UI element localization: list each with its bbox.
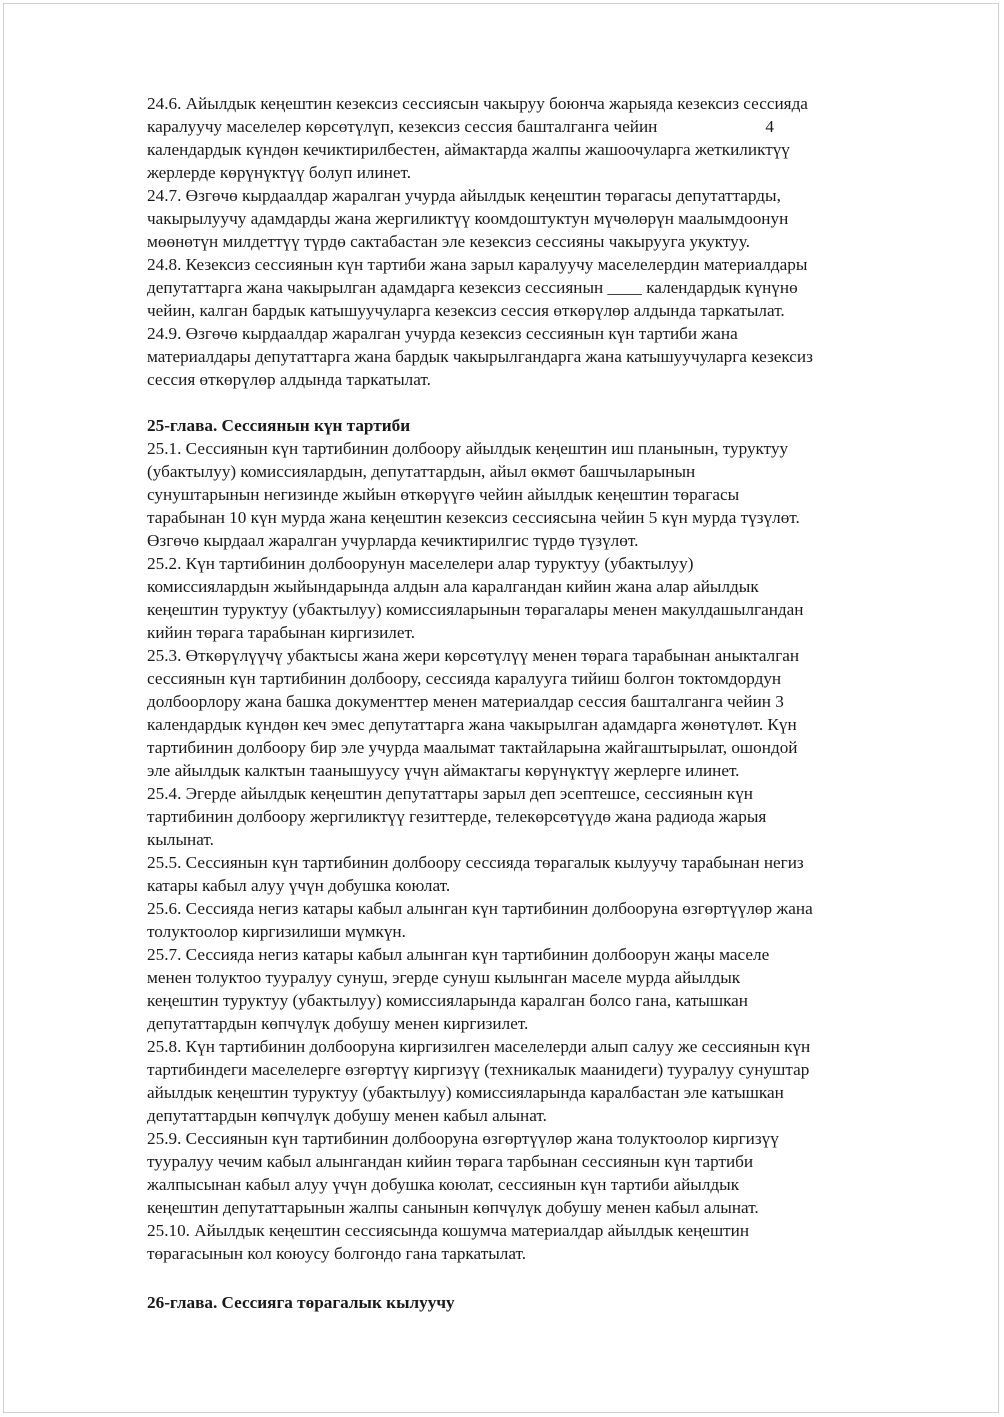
- text-line: кылынат.: [147, 830, 214, 849]
- text-line: 25.9. Сессиянын күн тартибинин долбооруна өзгөртүүлөр жана толуктоолор киргизүү: [147, 1129, 779, 1148]
- text-line: 25.3. Өткөрүлүүчү убактысы жана жери көрсөтүлүү менен төрага тарабынан аныкталган: [147, 646, 800, 665]
- document-body: [147, 92, 947, 1314]
- text-line: 25.8. Күн тартибинин долбооруна киргизилген маселелерди алып салуу же сессиянын күн: [147, 1037, 811, 1056]
- paragraph-24-9: [147, 322, 947, 391]
- text-line: 25.4. Эгерде айылдык кеңештин депутаттары зарыл деп эсептешсе, сессиянын күн: [147, 784, 754, 803]
- text-line: төрагасынын кол коюусу болгондо гана таркатылат.: [147, 1244, 527, 1263]
- text-line: мөөнөтүн милдеттүү түрдө сактабастан эле кезексиз сессияны чакырууга укуктуу.: [147, 232, 750, 251]
- text-line: жалпысынан кабыл алуу үчүн добушка коюлат, сессиянын күн тартиби айылдык: [147, 1175, 740, 1194]
- paragraph-25-8: [147, 1035, 947, 1127]
- paragraph-25-1: [147, 437, 947, 552]
- document-page: [3, 3, 999, 1413]
- paragraph-24-6: [147, 92, 947, 184]
- text-line: Өзгөчө кырдаал жаралган учурларда кечиктирилгис түрдө түзүлөт.: [147, 531, 639, 550]
- text-line: календардык күндөн кеч эмес депутаттарга жана чакырылган адамдарга жөнөтүлөт. Күн: [147, 715, 797, 734]
- text-line: депутаттардын көпчүлүк добушу менен кабыл алынат.: [147, 1106, 547, 1125]
- text-line: 25.6. Сессияда негиз катары кабыл алынган күн тартибинин долбооруна өзгөртүүлөр жана: [147, 899, 813, 918]
- chapter-26-heading: 26-глава. Сессияга төрагалык кылуучу: [147, 1293, 455, 1312]
- text-line: менен толуктоо тууралуу сунуш, эгерде сунуш кылынган маселе мурда айылдык: [147, 968, 741, 987]
- paragraph-24-8: [147, 253, 947, 322]
- text-line: чейин, калган бардык катышуучуларга кезексиз сессия өткөрүлөр алдында таркатылат.: [147, 301, 785, 320]
- text-line: кеңештин туруктуу (убактылуу) комиссияларында каралган болсо гана, катышкан: [147, 991, 749, 1010]
- text-line: тарабынан 10 күн мурда жана кеңештин кезексиз сессиясына чейин 5 күн мурда түзүлөт.: [147, 508, 800, 527]
- text-line: депутаттарга жана чакырылган адамдарга кезексиз сессиянын ____ календардык күнүнө: [147, 278, 798, 297]
- text-line: кийин төрага тарабынан киргизилет.: [147, 623, 416, 642]
- text-fragment: каралуучу маселелер көрсөтүлүп, кезексиз сессия башталганга чейин: [147, 117, 658, 136]
- paragraph-25-3: [147, 644, 947, 782]
- text-line: депутаттардын көпчүлүк добушу менен киргизилет.: [147, 1014, 529, 1033]
- text-line: толуктоолор киргизилиши мүмкүн.: [147, 922, 406, 941]
- text-line: 25.7. Сессияда негиз катары кабыл алынган күн тартибинин долбоорун жаңы маселе: [147, 945, 770, 964]
- text-line: тартибиндеги маселелерге өзгөртүү киргизүү (техникалык маанидеги) тууралуу сунуштар: [147, 1060, 810, 1079]
- text-line: 25.1. Сессиянын күн тартибинин долбоору айылдык кеңештин иш планынын, туруктуу: [147, 439, 789, 458]
- text-line: чакырылуучу адамдарды жана жергиликтүү коомдоштуктун мүчөлөрүн маалымдоонун: [147, 209, 789, 228]
- text-line: сунуштарынын негизинде жыйын өткөрүүгө чейин айылдык кеңештин төрагасы: [147, 485, 740, 504]
- paragraph-25-6: [147, 897, 947, 943]
- text-line: календардык күндөн кечиктирилбестен, аймактарда жалпы жашоочуларга жеткиликтүү: [147, 140, 790, 159]
- text-line: сессиянын күн тартибинин долбоору, сессияда каралууга тийиш болгон токтомдордун: [147, 669, 782, 688]
- text-line: тууралуу чечим кабыл алынгандан кийин төрага тарбынан сессиянын күн тартиби: [147, 1152, 754, 1171]
- text-line: 24.7. Өзгөчө кырдаалдар жаралган учурда айылдык кеңештин төрагасы депутаттарды,: [147, 186, 781, 205]
- paragraph-25-2: [147, 552, 947, 644]
- paragraph-25-4: [147, 782, 947, 851]
- text-line: 25.2. Күн тартибинин долбоорунун маселелери алар туруктуу (убактылуу): [147, 554, 694, 573]
- text-line: кеңештин депутаттарынын жалпы санынын көпчүлүк добушу менен кабыл алынат.: [147, 1198, 759, 1217]
- paragraph-25-10: [147, 1219, 947, 1265]
- text-line: долбоорлору жана башка документтер менен материалдар сессия башталганга чейин 3: [147, 692, 784, 711]
- text-line: 25.5. Сессиянын күн тартибинин долбоору сессияда төрагалык кылуучу тарабынан негиз: [147, 853, 804, 872]
- paragraph-25-5: [147, 851, 947, 897]
- text-line: 24.8. Кезексиз сессиянын күн тартиби жана зарыл каралуучу маселелердин материалдары: [147, 255, 808, 274]
- text-line: комиссиялардын жыйындарында алдын ала каралгандан кийин жана алар айылдык: [147, 577, 759, 596]
- text-line: кеңештин туруктуу (убактылуу) комиссияларынын төрагалары менен макулдашылгандан: [147, 600, 804, 619]
- text-line: жерлерде көрүнүктүү болуп илинет.: [147, 163, 412, 182]
- text-line: айылдык кеңештин туруктуу (убактылуу) комиссияларында каралбастан эле катышкан: [147, 1083, 784, 1102]
- text-line: 24.9. Өзгөчө кырдаалдар жаралган учурда кезексиз сессиянын күн тартиби жана: [147, 324, 738, 343]
- paragraph-25-7: [147, 943, 947, 1035]
- text-line: (убактылуу) комиссиялардын, депутаттардын, айыл өкмөт башчыларынын: [147, 462, 696, 481]
- text-line: тартибинин долбоору жергиликтүү гезиттерде, телекөрсөтүүдө жана радиода жарыя: [147, 807, 767, 826]
- text-line: катары кабыл алуу үчүн добушка коюлат.: [147, 876, 451, 895]
- text-line: материалдары депутаттарга жана бардык чакырылгандарга жана катышуучуларга кезексиз: [147, 347, 813, 366]
- text-line: эле айылдык калктын таанышуусу үчүн аймактагы көрүнүктүү жерлерге илинет.: [147, 761, 740, 780]
- days-count: 4: [765, 117, 774, 136]
- text-line: тартибинин долбоору бир эле учурда маалымат тактайларына жайгаштырылат, ошондой: [147, 738, 798, 757]
- chapter-25-heading: 25-глава. Сессиянын күн тартиби: [147, 416, 411, 435]
- section-spacer: [147, 391, 947, 414]
- text-line: сессия өткөрүлөр алдында таркатылат.: [147, 370, 431, 389]
- text-line: 24.6. Айылдык кеңештин кезексиз сессиясын чакыруу боюнча жарыяда кезексиз сессияда: [147, 94, 808, 113]
- paragraph-25-9: [147, 1127, 947, 1219]
- section-spacer: [147, 1265, 947, 1288]
- paragraph-24-7: [147, 184, 947, 253]
- text-line: 25.10. Айылдык кеңештин сессиясында кошумча материалдар айылдык кеңештин: [147, 1221, 750, 1240]
- text-line: [147, 115, 947, 138]
